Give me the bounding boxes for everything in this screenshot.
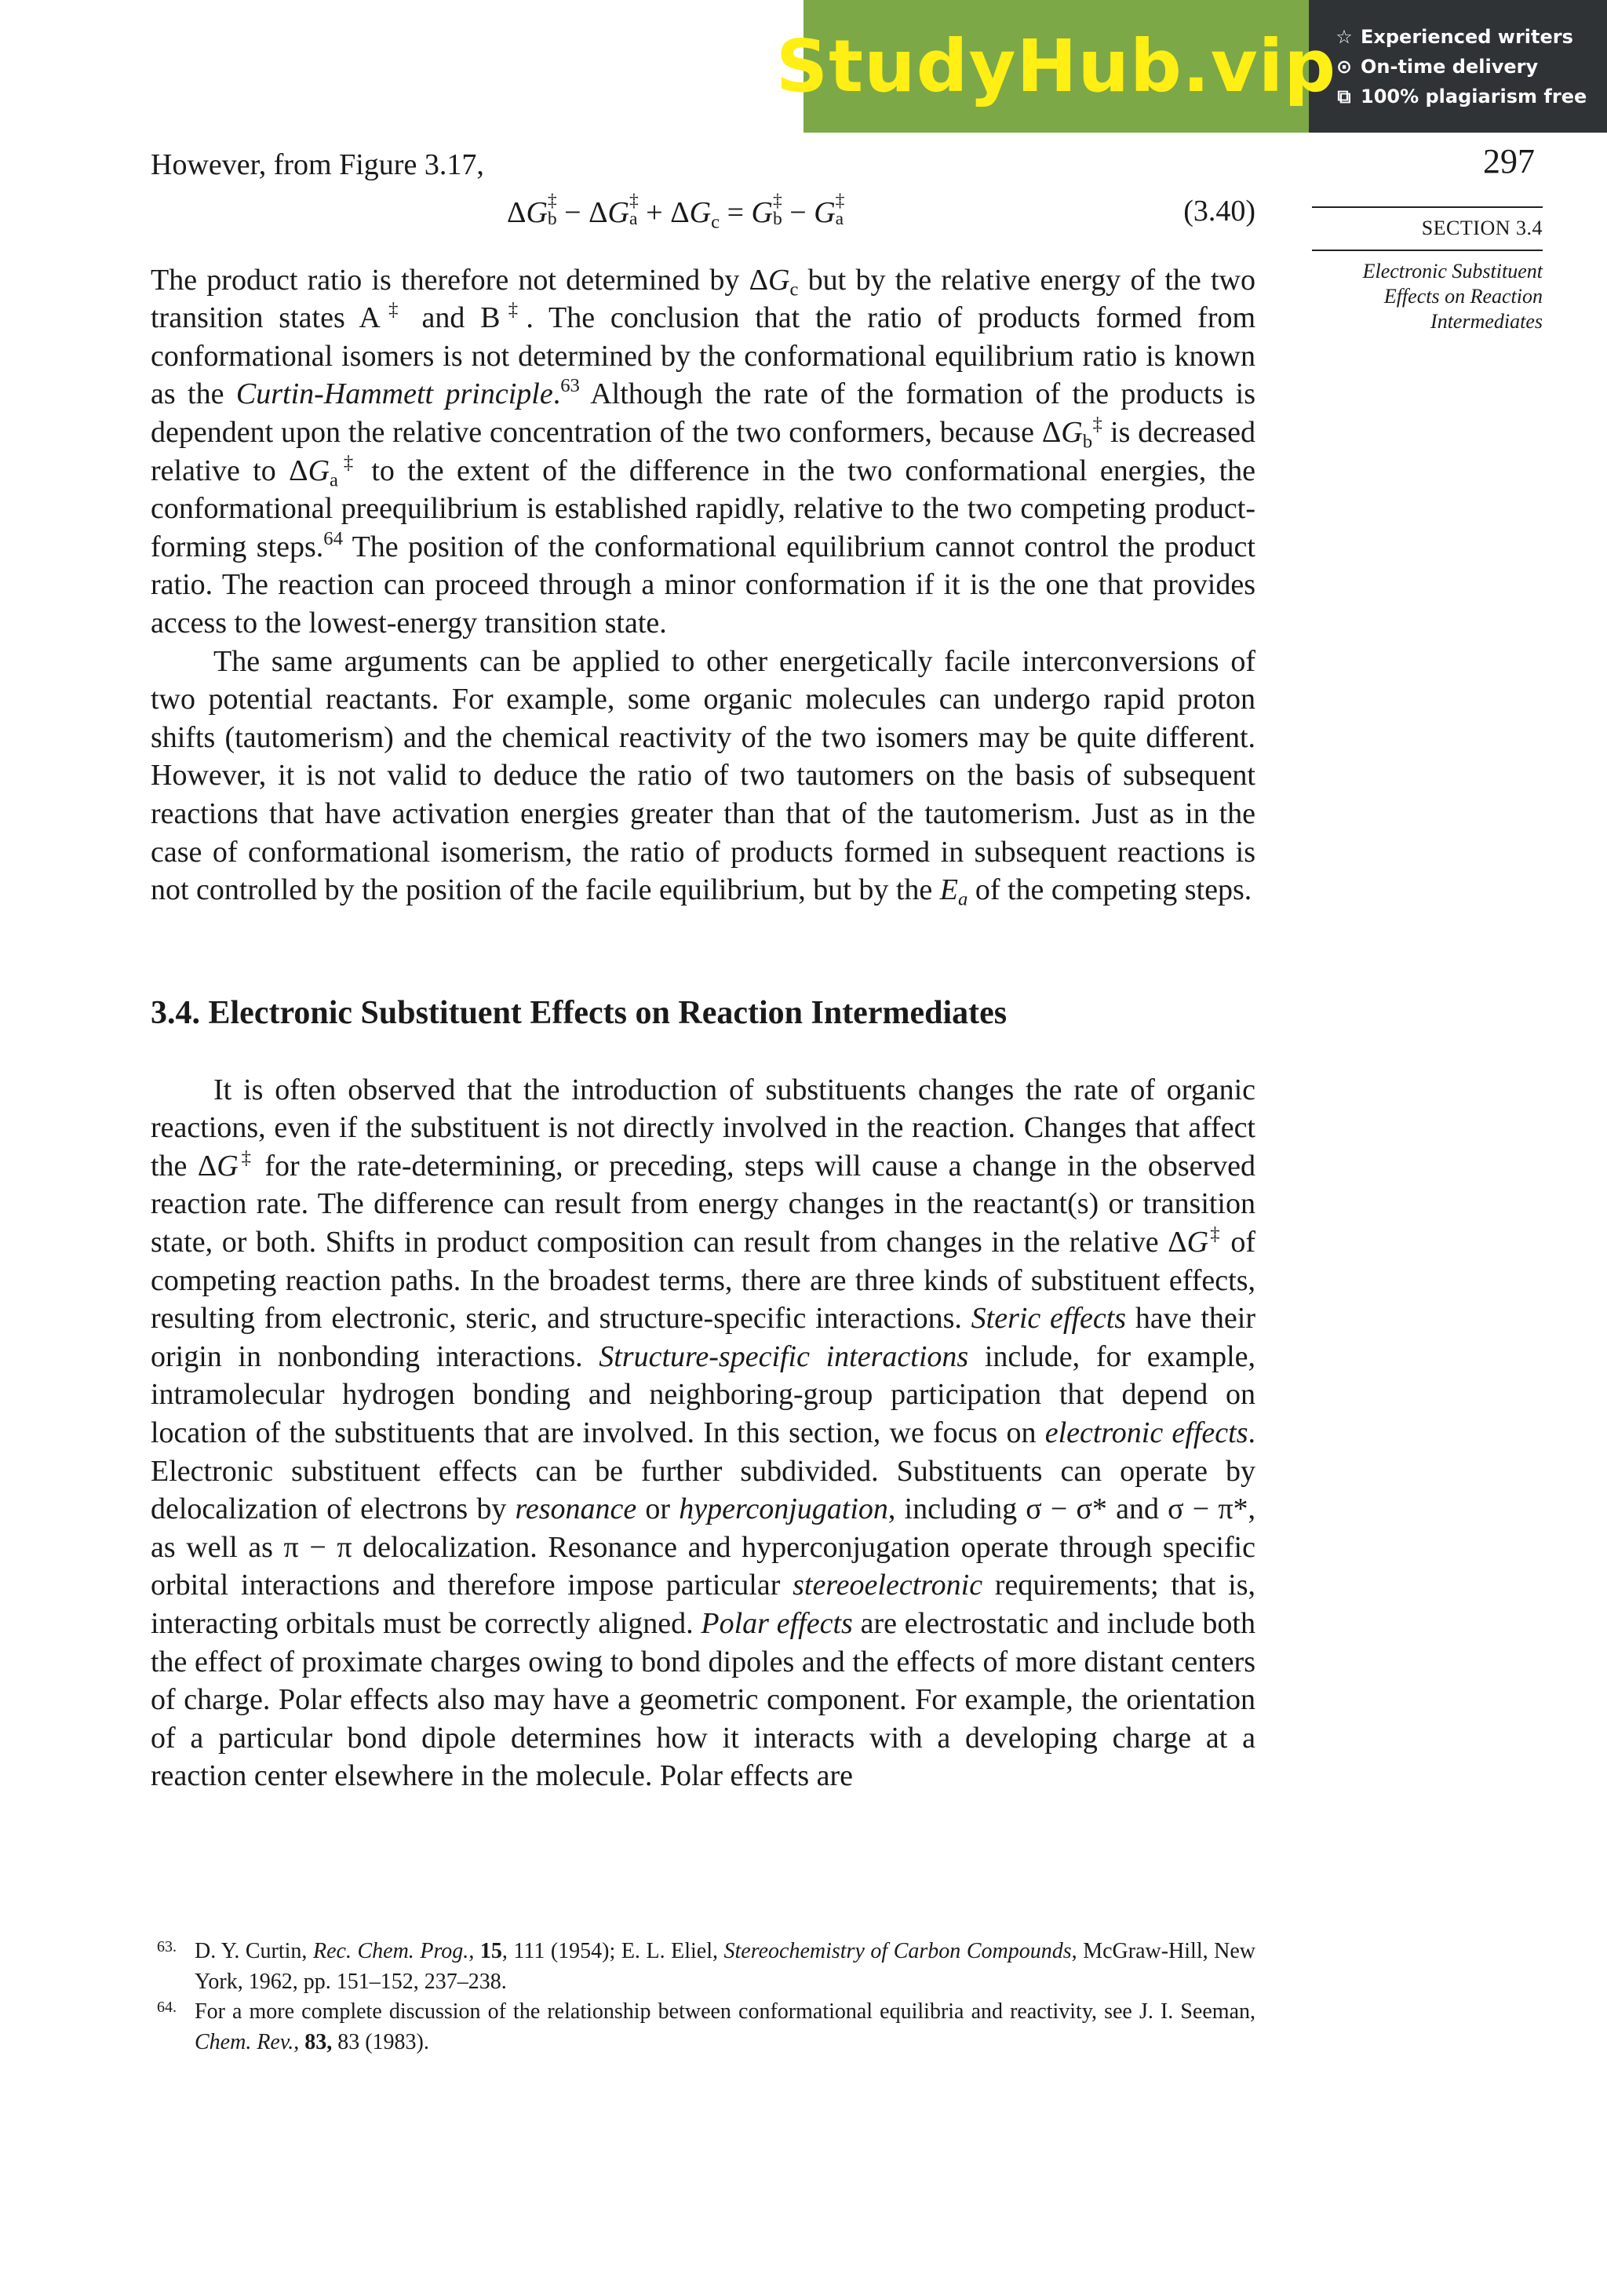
paragraph-tautomerism: The same arguments can be applied to other energetically facile interconversions of two potential reactants. For example, some organic molecules can undergo rapid proton shifts (tautomerism) and the chemical reactivity of the two isomers may be quite different. However, it is not valid to deduce the ratio of two tautomers on the basis of subsequent reactions that have activation energies greater than that of the tautomerism. Just as in the case of conformational isomerism, the ratio of products formed in subsequent reactions is not controlled by the position of the facile equilibrium, but by the $E_a$ of the competing steps. bbox=[151, 644, 1255, 910]
section-label: SECTION 3.4 bbox=[1421, 217, 1543, 239]
footnote-64: 64. For a more complete discussion of the relationship between conformational equilibria and reactivity, see J. I. Seeman, Chem. Rev., 83, 83 (1983). bbox=[151, 1997, 1255, 2057]
feature-item bbox=[1334, 26, 1607, 48]
equation-number: (3.40) bbox=[1183, 194, 1255, 228]
equation-body: ΔG ‡ b − ΔG ‡ a + $\Delta G_c = G$ ‡ b − G ‡ a bbox=[507, 190, 845, 233]
site-logo[interactable]: StudyHub.vip bbox=[775, 24, 1337, 108]
page-number: 297 bbox=[1483, 142, 1535, 180]
star-icon: ☆ bbox=[1336, 25, 1353, 48]
footnote-ref[interactable]: 64 bbox=[323, 527, 343, 549]
paragraph-curtin-hammett: The product ratio is therefore not determined by $\Delta G_c$ but by the relative energy of the two transition states A‡ and B‡. The conclusion that the ratio of products formed from conformational isomers is not determined by the conformational equilibrium ratio is known as the Curtin-Hammett principle.$^{63}$ Although the rate of the formation of the products is dependent upon the relative concentration of the two conformers, because $\Delta G_b^\ddagger$ is decreased relative to $\Delta G_a^\ddagger$ to the extent of the difference in the two conformational energies, the conformational preequilibrium is established rapidly, relative to the two competing product-forming steps.$^{64}$ The position of the conformational equilibrium cannot control the product ratio. The reaction can proceed through a minor conformation if it is the one that provides access to the lowest-energy transition state. bbox=[151, 263, 1256, 640]
section-subtitle-line: Effects on Reaction bbox=[1383, 285, 1543, 308]
feature-text: Experienced writers bbox=[1361, 25, 1573, 48]
section-heading: 3.4. Electronic Substituent Effects on Reaction Intermediates bbox=[151, 994, 1008, 1031]
clock-icon: ⊙ bbox=[1336, 55, 1353, 78]
footnote-ref[interactable]: 63 bbox=[560, 375, 580, 397]
margin-rule-bottom bbox=[1312, 250, 1543, 251]
footnote-number: 63. bbox=[157, 1938, 177, 1955]
feature-item bbox=[1334, 86, 1607, 108]
equation-3-40 bbox=[151, 192, 1255, 242]
paragraph-substituent-effects: It is often observed that the introduction of substituents changes the rate of organic reactions, even if the substituent is not directly involved in the reaction. Changes that affect the ΔG‡ for the rate-determining, or preceding, steps will cause a change in the observed reaction rate. The difference can result from energy changes in the reactant(s) or transition state, or both. Shifts in product composition can result from changes in the relative ΔG‡ of competing reaction paths. In the broadest terms, there are three kinds of substituent effects, resulting from electronic, steric, and structure-specific interactions. Steric effects have their origin in nonbonding interactions. Structure-specific interactions include, for example, intramolecular hydrogen bonding and neighboring-group participation that depend on location of the substituents that are involved. In this section, we focus on electronic effects. Electronic substituent effects can be further subdivided. Substituents can operate by delocalization of electrons by resonance or hyperconjugation, including σ − σ* and σ − π*, as well as π − π delocalization. Resonance and hyperconjugation operate through specific orbital interactions and therefore impose particular stereoelectronic requirements; that is, interacting orbitals must be correctly aligned. Polar effects are electrostatic and include both the effect of proximate charges owing to bond dipoles and the effects of more distant centers of charge. Polar effects also may have a geometric component. For example, the orientation of a particular bond dipole determines how it interacts with a developing charge at a reaction center elsewhere in the molecule. Polar effects are bbox=[151, 1073, 1256, 1793]
feature-item bbox=[1334, 56, 1607, 78]
intro-line: However, from Figure 3.17, bbox=[151, 148, 484, 181]
section-subtitle-line: Intermediates bbox=[1430, 310, 1543, 333]
margin-rule-top bbox=[1312, 206, 1543, 208]
main-text bbox=[151, 146, 1255, 1795]
feature-text: On-time delivery bbox=[1361, 55, 1539, 78]
footnote-number: 64. bbox=[157, 1999, 177, 2016]
footnote-63: 63. D. Y. Curtin, Rec. Chem. Prog., 15, 111 (1954); E. L. Eliel, Stereochemistry of Carbon Compounds, McGraw-Hill, New York, 1962, pp. 151–152, 237–238. bbox=[151, 1937, 1255, 1997]
section-subtitle bbox=[1312, 259, 1543, 334]
section-subtitle-line: Electronic Substituent bbox=[1362, 260, 1543, 282]
feature-text: 100% plagiarism free bbox=[1361, 85, 1587, 108]
footnotes bbox=[151, 1937, 1255, 2057]
feature-list bbox=[1309, 0, 1607, 133]
logo-box[interactable] bbox=[775, 0, 1337, 133]
promo-banner[interactable] bbox=[775, 0, 1607, 133]
copy-icon: ⧉ bbox=[1337, 85, 1351, 108]
